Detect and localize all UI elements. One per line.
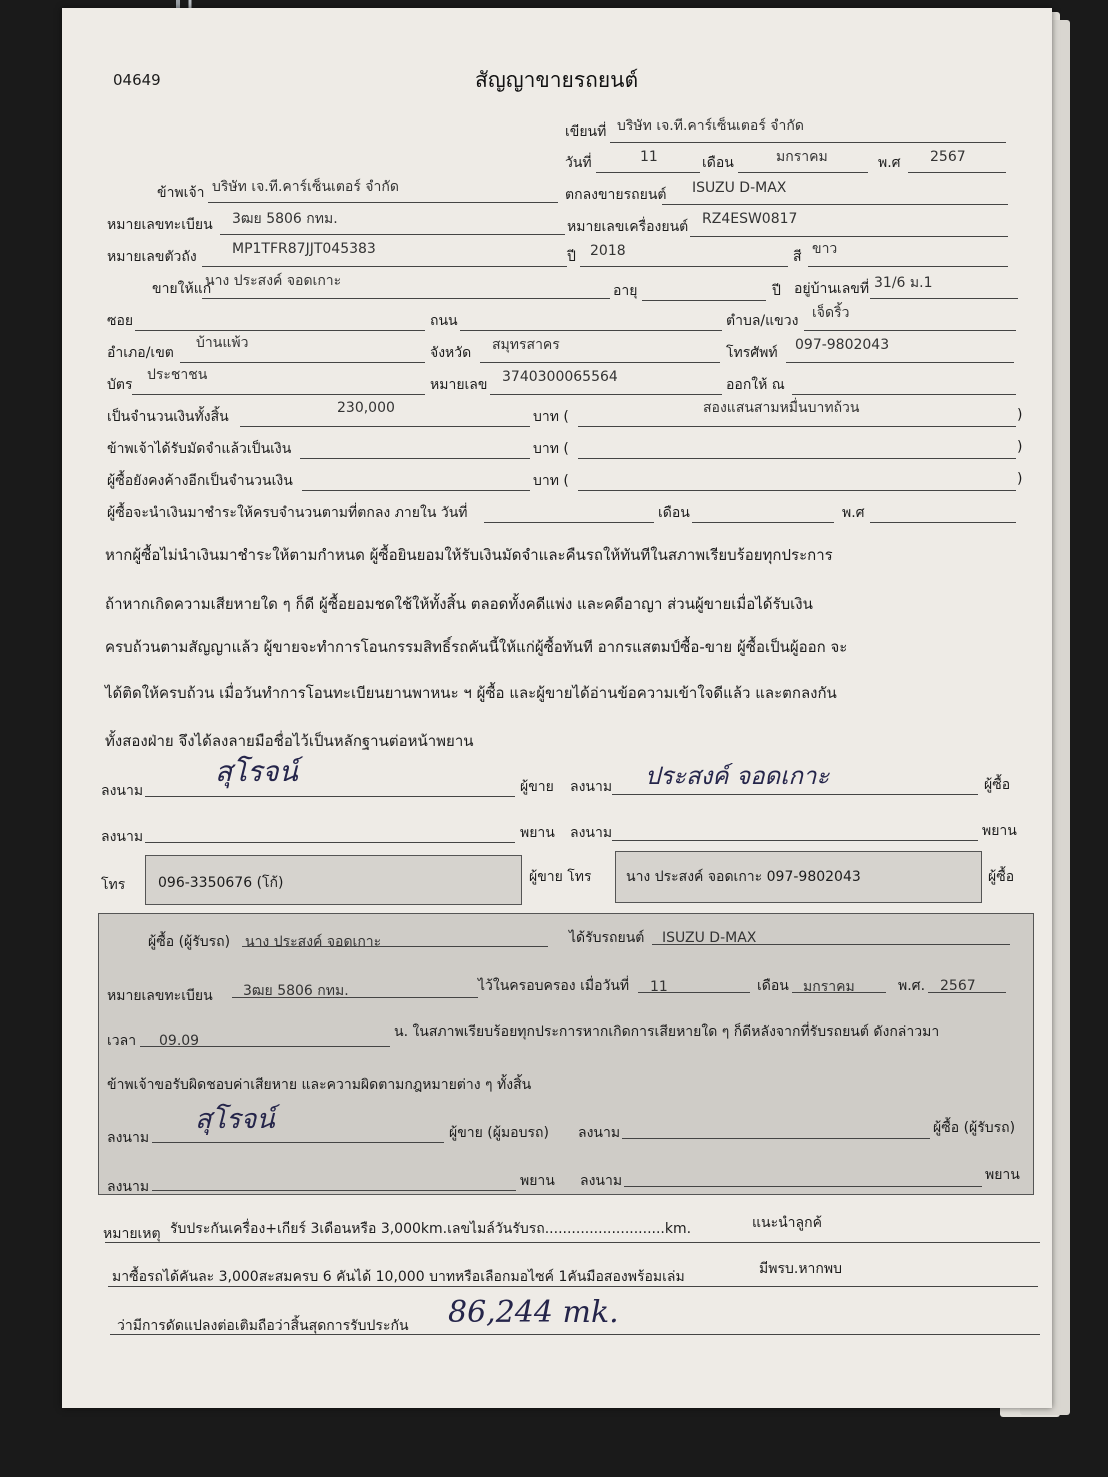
seller-label: ข้าพเจ้า [157, 185, 205, 201]
card-value: ประชาชน [147, 367, 208, 383]
due-label: ผู้ซื้อจะนำเงินมาชำระให้ครบจำนวนตามที่ตกลง ภายใน วันที่ [107, 505, 468, 521]
underline [578, 490, 1016, 491]
terms-line-1: หากผู้ซื้อไม่นำเงินมาชำระให้ตามกำหนด ผู้ซื้อยินยอมให้รับเงินมัดจำและคืนรถให้ทันทีในสภาพเรียบร้อยทุกประการ [105, 546, 833, 564]
issued-label: ออกให้ ณ [726, 377, 785, 393]
underline [135, 330, 425, 331]
due-month-label: เดือน [658, 505, 690, 521]
possession-label: ไว้ในครอบครอง เมื่อวันที่ [478, 978, 630, 994]
underline [612, 794, 978, 795]
notes-line-1-tail: แนะนำลูกค้ [752, 1215, 822, 1231]
underline [152, 1190, 516, 1191]
buyer-phone-value: นาง ประสงค์ จอดเกาะ 097-9802043 [626, 869, 861, 885]
buyer-label-2: ผู้ซื้อ [988, 869, 1015, 885]
color-label: สี [793, 249, 802, 265]
vehicle-year: 2018 [590, 243, 626, 259]
receipt-witness-label-2: พยาน [985, 1167, 1020, 1183]
receipt-plate: 3ฒย 5806 กทม. [243, 983, 349, 999]
seller-phone-label: ผู้ขาย โทร [529, 869, 592, 885]
total-value: 230,000 [337, 400, 395, 416]
underline [596, 172, 700, 173]
underline [208, 202, 558, 203]
underline [786, 362, 1014, 363]
underline [180, 362, 425, 363]
underline [145, 842, 515, 843]
written-at-value: บริษัท เจ.ที.คาร์เซ็นเตอร์ จำกัด [617, 118, 804, 134]
underline [240, 426, 530, 427]
time-label: เวลา [107, 1033, 137, 1049]
underline [490, 394, 722, 395]
total-words: สองแสนสามหมื่นบาทถ้วน [703, 400, 860, 416]
receipt-seller-signature: สุโรจน์ [195, 1104, 275, 1135]
age-unit: ปี [772, 283, 781, 299]
baht-label: บาท ( [533, 409, 569, 425]
day-label: วันที่ [565, 155, 592, 171]
underline [108, 1286, 1038, 1287]
close-paren-3: ) [1017, 471, 1023, 487]
sign-label-3: ลงนาม [101, 829, 144, 845]
underline [870, 522, 1016, 523]
underline [105, 1242, 1040, 1243]
year-value: 2567 [930, 149, 966, 165]
card-no-label: หมายเลข [430, 377, 488, 393]
receipt-buyer: นาง ประสงค์ จอดเกาะ [245, 934, 382, 950]
underline [622, 1138, 930, 1139]
phone-label: โทรศัพท์ [726, 345, 778, 361]
notes-line-2: มาซื้อรถได้คันละ 3,000สะสมครบ 6 คันได้ 10,000 บาทหรือเลือกมอไซค์ 1คันมือสองพร้อมเล่ม [112, 1269, 685, 1285]
underline [870, 298, 1018, 299]
page-title: สัญญาขายรถยนต์ [475, 68, 639, 92]
buyer-label: ผู้ซื้อ [984, 777, 1011, 793]
sign-label: ลงนาม [101, 783, 144, 799]
receipt-model: ISUZU D-MAX [662, 930, 757, 946]
baht-label-3: บาท ( [533, 473, 569, 489]
month-value: มกราคม [776, 149, 828, 165]
month-label: เดือน [702, 155, 734, 171]
receipt-day: 11 [650, 979, 668, 995]
underline [624, 1186, 982, 1187]
subdistrict-value: เจ็ดริ้ว [812, 305, 850, 321]
house-label: อยู่บ้านเลขที่ [794, 281, 870, 297]
district-label: อำเภอ/เขต [107, 345, 174, 361]
receipt-time: 09.09 [159, 1033, 200, 1049]
underline [578, 458, 1016, 459]
phone-value: 097-9802043 [795, 337, 890, 353]
underline [908, 172, 1006, 173]
underline [202, 298, 610, 299]
underline [662, 204, 1008, 205]
witness-label: พยาน [520, 825, 555, 841]
underline [610, 142, 1006, 143]
phone-label: โทร [101, 877, 126, 893]
terms-line-4: ได้ติดให้ครบถ้วน เมื่อวันทำการโอนทะเบียนยานพาหนะ ฯ ผู้ซื้อ และผู้ขายได้อ่านข้อความเข้าใจดีแล้ว และตกลงกัน [105, 684, 837, 702]
receipt-clause-1: น. ในสภาพเรียบร้อยทุกประการหากเกิดการเสียหายใด ๆ ก็ดีหลังจากที่รับรถยนต์ ดังกล่าวมา [394, 1024, 940, 1040]
sell-to-label: ขายให้แก่ [152, 281, 212, 297]
written-at-label: เขียนที่ [565, 124, 607, 140]
close-paren-2: ) [1017, 439, 1023, 455]
house-value: 31/6 ม.1 [874, 275, 933, 291]
receipt-sign-label-2: ลงนาม [578, 1125, 621, 1141]
baht-label-2: บาท ( [533, 441, 569, 457]
plate-value: 3ฒย 5806 กทม. [232, 211, 338, 227]
underline [302, 490, 530, 491]
terms-line-3: ครบถ้วนตามสัญญาแล้ว ผู้ขายจะทำการโอนกรรมสิทธิ์รถคันนี้ให้แก่ผู้ซื้อทันที อากรแสตมป์ซื้อ-ขาย ผู้ซื้อเป็นผู้ออก จะ [105, 638, 848, 656]
doc-number: 04649 [113, 71, 161, 89]
underline [692, 522, 834, 523]
card-label: บัตร [107, 377, 133, 393]
underline [580, 266, 788, 267]
engine-value: RZ4ESW0817 [702, 211, 798, 227]
received-label: ได้รับรถยนต์ [569, 930, 645, 946]
underline [690, 236, 1008, 237]
card-no-value: 3740300065564 [502, 369, 618, 385]
age-label: อายุ [613, 283, 638, 299]
due-year-label: พ.ศ [842, 505, 865, 521]
subdistrict-label: ตำบล/แขวง [726, 313, 799, 329]
receipt-section [98, 913, 1034, 1195]
receipt-buyer-sign-label: ผู้ซื้อ (ผู้รับรถ) [933, 1120, 1016, 1136]
province-value: สมุทรสาคร [492, 337, 560, 353]
balance-label: ผู้ซื้อยังคงค้างอีกเป็นจำนวนเงิน [107, 473, 293, 489]
notes-line-3: ว่ามีการดัดแปลงต่อเติมถือว่าสิ้นสุดการรับประกัน [117, 1318, 409, 1334]
buyer-name: นาง ประสงค์ จอดเกาะ [205, 273, 342, 289]
underline [612, 840, 978, 841]
underline [202, 266, 567, 267]
underline [484, 522, 654, 523]
soi-label: ซอย [107, 313, 134, 329]
agree-label: ตกลงขายรถยนต์ [565, 187, 667, 203]
underline [480, 362, 720, 363]
receipt-year: 2567 [940, 978, 976, 994]
underline [578, 426, 1016, 427]
receipt-month: มกราคม [803, 979, 855, 995]
receipt-buyer-label: ผู้ซื้อ (ผู้รับรถ) [148, 934, 231, 950]
seller-value: บริษัท เจ.ที.คาร์เซ็นเตอร์ จำกัด [212, 179, 399, 195]
close-paren: ) [1017, 407, 1023, 423]
receipt-seller-label: ผู้ขาย (ผู้มอบรถ) [449, 1125, 549, 1141]
deposit-label: ข้าพเจ้าได้รับมัดจำแล้วเป็นเงิน [107, 441, 292, 457]
receipt-sign-label-3: ลงนาม [107, 1179, 150, 1195]
underline [110, 1334, 1040, 1335]
sign-label-4: ลงนาม [570, 825, 613, 841]
mileage-handwritten: 86,244 mk. [448, 1295, 619, 1330]
receipt-witness-label: พยาน [520, 1173, 555, 1189]
year-label-vehicle: ปี [567, 249, 576, 265]
engine-label: หมายเลขเครื่องยนต์ [567, 219, 689, 235]
total-label: เป็นจำนวนเงินทั้งสิ้น [107, 409, 229, 425]
chassis-value: MP1TFR87JJT045383 [232, 241, 376, 257]
underline [145, 796, 515, 797]
buyer-signature: ประสงค์ จอดเกาะ [645, 762, 830, 790]
province-label: จังหวัด [430, 345, 472, 361]
underline [804, 330, 1016, 331]
district-value: บ้านแพ้ว [196, 335, 249, 351]
receipt-sign-label: ลงนาม [107, 1130, 150, 1146]
underline [300, 458, 530, 459]
notes-line-2-tail: มีพรบ.หากพบ [759, 1261, 842, 1277]
underline [220, 234, 565, 235]
terms-line-5: ทั้งสองฝ่าย จึงได้ลงลายมือชื่อไว้เป็นหลักฐานต่อหน้าพยาน [105, 732, 474, 750]
underline [460, 330, 722, 331]
receipt-plate-label: หมายเลขทะเบียน [107, 988, 213, 1004]
plate-label: หมายเลขทะเบียน [107, 217, 213, 233]
receipt-clause-2: ข้าพเจ้าขอรับผิดชอบค่าเสียหาย และความผิดตามกฎหมายต่าง ๆ ทั้งสิ้น [107, 1077, 532, 1093]
year-label: พ.ศ [878, 155, 901, 171]
vehicle-model: ISUZU D-MAX [692, 180, 787, 196]
underline [642, 300, 766, 301]
receipt-sign-label-4: ลงนาม [580, 1173, 623, 1189]
underline [152, 1142, 444, 1143]
terms-line-2: ถ้าหากเกิดความเสียหายใด ๆ ก็ดี ผู้ซื้อยอมชดใช้ให้ทั้งสิ้น ตลอดทั้งคดีแพ่ง และคดีอาญา ส่วนผู้ขายเมื่อได้รับเงิน [105, 595, 813, 613]
underline [808, 266, 1008, 267]
sign-label-2: ลงนาม [570, 779, 613, 795]
day-value: 11 [640, 149, 658, 165]
underline [132, 394, 425, 395]
underline [792, 394, 1016, 395]
vehicle-color: ขาว [812, 241, 838, 257]
seller-label: ผู้ขาย [520, 779, 554, 795]
notes-line-1: รับประกันเครื่อง+เกียร์ 3เดือนหรือ 3,000km.เลขไมล์วันรับรถ...........................km. [170, 1221, 692, 1237]
underline [738, 172, 868, 173]
receipt-year-label: พ.ศ. [898, 978, 926, 994]
witness-label-2: พยาน [982, 823, 1017, 839]
receipt-month-label: เดือน [757, 978, 789, 994]
seller-signature: สุโรจน์ [215, 755, 298, 788]
notes-label: หมายเหตุ [103, 1226, 161, 1242]
seller-phone-value: 096-3350676 (โก้) [158, 875, 284, 891]
road-label: ถนน [430, 313, 458, 329]
chassis-label: หมายเลขตัวถัง [107, 249, 197, 265]
